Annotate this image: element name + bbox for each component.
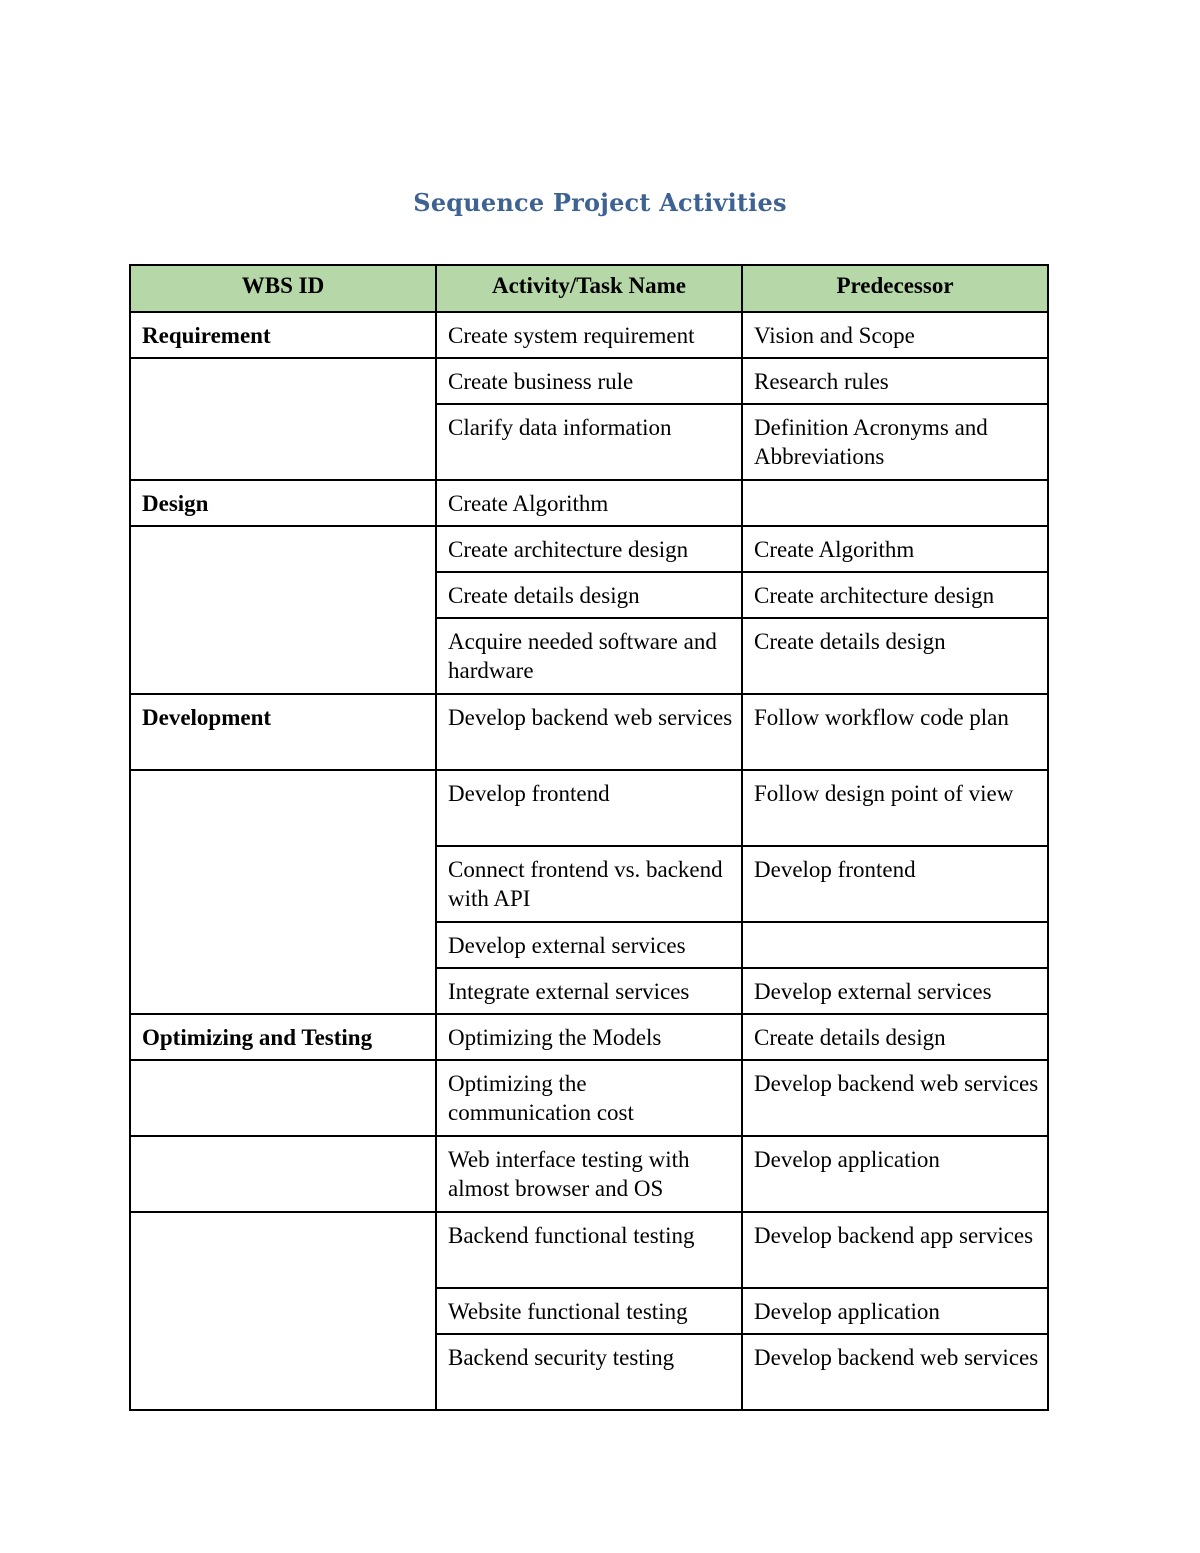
task-cell: Develop backend web services [436,694,742,770]
table-row [130,526,1048,572]
wbs-cell [130,1136,436,1212]
wbs-cell: Requirement [130,312,436,358]
task-cell: Acquire needed software and hardware [436,618,742,694]
wbs-cell [130,1060,436,1136]
predecessor-cell: Develop backend app services [742,1212,1048,1288]
task-cell: Backend security testing [436,1334,742,1410]
predecessor-cell: Vision and Scope [742,312,1048,358]
task-cell: Web interface testing with almost browser and OS [436,1136,742,1212]
task-cell: Create business rule [436,358,742,404]
predecessor-cell: Create architecture design [742,572,1048,618]
task-cell: Optimizing the communication cost [436,1060,742,1136]
task-cell: Optimizing the Models [436,1014,742,1060]
wbs-cell [130,770,436,1014]
task-cell: Integrate external services [436,968,742,1014]
table-row [130,1212,1048,1288]
predecessor-cell: Develop frontend [742,846,1048,922]
page-title: Sequence Project Activities [413,188,787,217]
task-cell: Create Algorithm [436,480,742,526]
task-cell: Develop external services [436,922,742,968]
wbs-cell [130,1212,436,1410]
header-activity-task-name: Activity/Task Name [436,265,742,312]
wbs-cell: Optimizing and Testing [130,1014,436,1060]
task-cell: Website functional testing [436,1288,742,1334]
task-cell: Develop frontend [436,770,742,846]
task-cell: Create architecture design [436,526,742,572]
wbs-cell: Development [130,694,436,770]
table-row [130,358,1048,404]
predecessor-cell: Develop application [742,1288,1048,1334]
header-predecessor: Predecessor [742,265,1048,312]
predecessor-cell: Develop backend web services [742,1334,1048,1410]
task-cell: Clarify data information [436,404,742,480]
table-row [130,1014,1048,1060]
header-wbs-id: WBS ID [130,265,436,312]
wbs-cell [130,358,436,480]
predecessor-cell: Definition Acronyms and Abbreviations [742,404,1048,480]
predecessor-cell: Create Algorithm [742,526,1048,572]
table-row [130,1060,1048,1136]
predecessor-cell: Develop application [742,1136,1048,1212]
wbs-cell: Design [130,480,436,526]
wbs-cell [130,526,436,694]
task-cell: Create details design [436,572,742,618]
task-cell: Create system requirement [436,312,742,358]
table-row [130,694,1048,770]
predecessor-cell [742,922,1048,968]
predecessor-cell: Develop backend web services [742,1060,1048,1136]
task-cell: Connect frontend vs. backend with API [436,846,742,922]
table-row [130,480,1048,526]
predecessor-cell: Follow workflow code plan [742,694,1048,770]
table-row [130,770,1048,846]
predecessor-cell: Create details design [742,1014,1048,1060]
predecessor-cell: Create details design [742,618,1048,694]
table-row [130,312,1048,358]
predecessor-cell [742,480,1048,526]
table-header-row [130,265,1048,312]
task-cell: Backend functional testing [436,1212,742,1288]
predecessor-cell: Research rules [742,358,1048,404]
activity-sequence-table [129,264,1049,1411]
table-row [130,1136,1048,1212]
predecessor-cell: Follow design point of view [742,770,1048,846]
predecessor-cell: Develop external services [742,968,1048,1014]
